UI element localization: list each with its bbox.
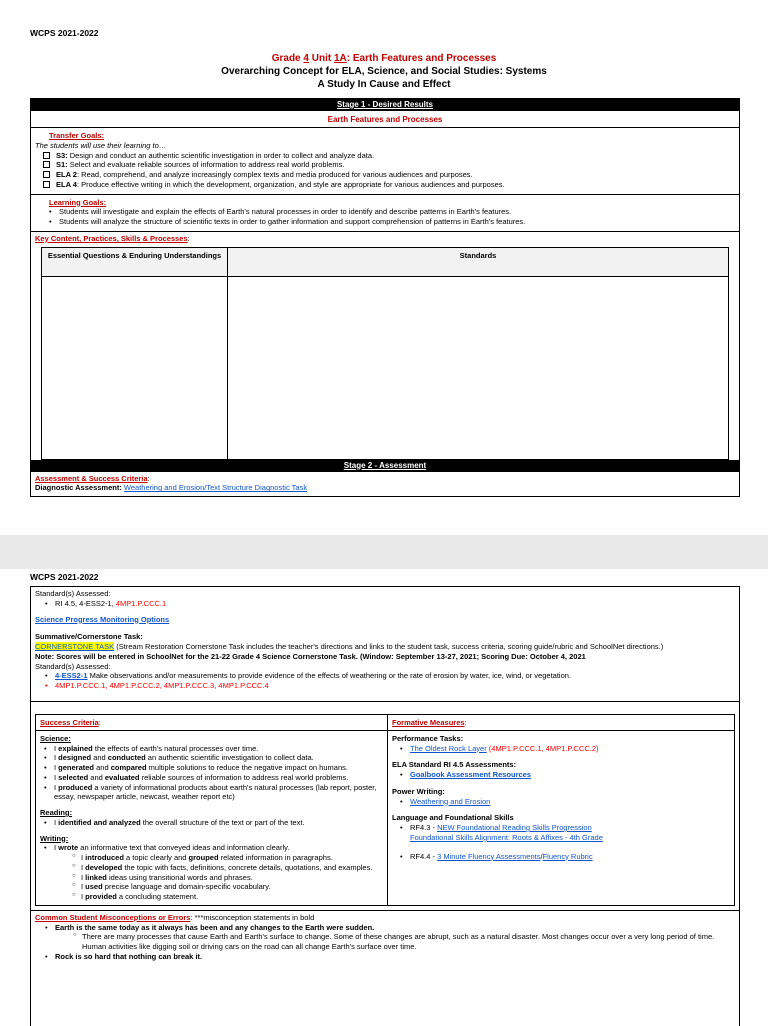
learning-goal-item: • Students will investigate and explain the effects of Earth's natural processes in order to identify and describe patterns in Earth's features. bbox=[49, 207, 735, 217]
standards-list-item: • RI 4.5, 4-ESS2-1, 4MP1.P.CCC.1 bbox=[45, 599, 735, 609]
essential-questions-header: Essential Questions & Enduring Understandings bbox=[42, 248, 227, 277]
success-criteria-column bbox=[36, 715, 388, 905]
note-text: Note: Scores will be entered in SchoolNet for the 21-22 Grade 4 Science Cornerstone Task. (Window: September 13-27, 2021; Scoring Due: October 4, 2021 bbox=[35, 651, 586, 661]
weathering-erosion-link[interactable]: Weathering and Erosion bbox=[410, 796, 491, 806]
standards-assessed-section bbox=[31, 587, 739, 701]
standards-column bbox=[228, 248, 728, 459]
misconceptions-label: Common Student Misconceptions or Errors bbox=[35, 912, 191, 922]
stage2-bar: Stage 2 - Assessment bbox=[31, 460, 739, 472]
assessment-label: Assessment & Success Criteria bbox=[35, 473, 148, 483]
standards-header: Standards bbox=[228, 248, 728, 277]
stage1-box bbox=[30, 98, 740, 497]
page-header: WCPS 2021-2022 bbox=[30, 28, 99, 38]
transfer-goal-item: ELA 2: Read, comprehend, and analyze increasingly complex texts and media produced for various audiences and purposes. bbox=[35, 170, 735, 180]
misconception-explanation: ○ There are many processes that cause Earth and Earth's surface to change. Some of these changes are abrupt, such as a natural disaster. Most changes occur over a very long period of time. Human activities like digging soil or driving cars on the road can all change Earth's surface over time. bbox=[73, 932, 735, 952]
transfer-goals bbox=[31, 128, 739, 195]
ela-ri-label: ELA Standard RI 4.5 Assessments: bbox=[392, 760, 517, 770]
transfer-goal-item: S1: Select and evaluate reliable sources of information to address real world problems. bbox=[35, 160, 735, 170]
checkbox-icon bbox=[43, 161, 50, 168]
stage1-bar: Stage 1 - Desired Results bbox=[31, 99, 739, 111]
standards-assessed-label: Standard(s) Assessed: bbox=[35, 661, 111, 671]
science-criterion: • I selected and evaluated reliable sources of information to address real world problems. bbox=[44, 773, 383, 783]
divider bbox=[31, 701, 739, 709]
transfer-goals-label: Transfer Goals: bbox=[49, 131, 105, 140]
writing-subcriterion: ○ I linked ideas using transitional words and phrases. bbox=[72, 873, 383, 883]
diagnostic-task-link[interactable]: Weathering and Erosion/Text Structure Diagnostic Task bbox=[123, 483, 308, 493]
science-criterion: • I designed and conducted an authentic scientific investigation to collect data. bbox=[44, 753, 383, 763]
language-skills-label: Language and Foundational Skills bbox=[392, 813, 514, 823]
page-2 bbox=[0, 569, 768, 1024]
formative-measures-body bbox=[388, 731, 734, 865]
performance-task-item: • The Oldest Rock Layer (4MP1.P.CCC.1, 4MP1.P.CCC.2) bbox=[400, 744, 730, 754]
formative-measures-column bbox=[388, 715, 734, 905]
cornerstone-task-link[interactable]: CORNERSTONE TASK bbox=[35, 642, 115, 651]
science-progress-link[interactable]: Science Progress Monitoring Options bbox=[35, 614, 170, 624]
checkbox-icon bbox=[43, 171, 50, 178]
learning-goals bbox=[31, 195, 739, 232]
power-writing-item bbox=[400, 797, 730, 807]
summative-label: Summative/Cornerstone Task: bbox=[35, 632, 143, 642]
performance-tasks-label: Performance Tasks: bbox=[392, 733, 464, 743]
key-content-label: Key Content, Practices, Skills & Processes bbox=[35, 233, 188, 243]
cornerstone-paragraph: CORNERSTONE TASK (Stream Restoration Cornerstone Task includes the teacher's directions and links to the student task, success criteria, scoring guide/rubric and SchoolNet directions.) bbox=[35, 642, 664, 651]
stage1-heading: Earth Features and Processes bbox=[31, 111, 739, 128]
ela-ri-item bbox=[400, 770, 730, 780]
science-criterion: • I generated and compared multiple solutions to reduce the negative impact on humans. bbox=[44, 763, 383, 773]
key-content-section: Key Content, Practices, Skills & Processes: bbox=[35, 233, 190, 243]
page-header: WCPS 2021-2022 bbox=[30, 572, 99, 582]
misconception-item: • Earth is the same today as it always has been and any changes to the Earth were sudden. ○ There are many processes that cause Earth and Earth's surface to change. Some of these changes are abrupt, such as a natural disaster. Most changes occur over a very long period of time. Human activities like digging soil or driving cars on the road can all change Earth's surface over time. bbox=[45, 923, 735, 952]
misconceptions-section: Common Student Misconceptions or Errors: ***misconception statements in bold • Earth is the same today as it always has been and any changes to the Earth were sudden. ○ There are many processes that cause Earth and Earth's surface to change. Some of these changes are abrupt, such as a natural disaster. Most changes occur over a very long period of time. Human activities like digging soil or driving cars on the road can all change Earth's surface over time. • Rock is so hard that nothing can break it. bbox=[31, 910, 739, 964]
learning-goal-item: • Students will analyze the structure of scientific texts in order to gather information and support comprehension of patterns in Earth's features. bbox=[49, 217, 735, 227]
checkbox-icon bbox=[43, 152, 50, 159]
transfer-goals-intro: The students will use their learning to… bbox=[35, 140, 167, 150]
roots-affixes-link[interactable]: Foundational Skills Alignment: Roots & Affixes - 4th Grade bbox=[410, 832, 603, 842]
writing-label: Writing: bbox=[40, 833, 69, 843]
success-criteria-body bbox=[36, 731, 387, 905]
power-writing-label: Power Writing: bbox=[392, 786, 445, 796]
formative-measures-header: Formative Measures: bbox=[388, 715, 734, 731]
unit-title: Grade 4 Unit 1A: Earth Features and Processes bbox=[271, 53, 497, 64]
transfer-goal-item: S3: Design and conduct an authentic scientific investigation in order to collect and analyze data. bbox=[35, 151, 735, 161]
rf43-item: • RF4.3 - NEW Foundational Reading Skills Progression Foundational Skills Alignment: Roots & Affixes - 4th Grade bbox=[400, 823, 730, 843]
essential-questions-column bbox=[42, 248, 228, 459]
diagnostic-label: Diagnostic Assessment: bbox=[35, 483, 124, 493]
stage2-box bbox=[30, 586, 740, 1026]
science-criterion: • I produced a variety of informational products about earth's natural processes (lab report, poster, essay, newspaper article, newcast, weather report etc) bbox=[44, 783, 383, 803]
goalbook-link[interactable]: Goalbook Assessment Resources bbox=[410, 770, 532, 779]
standards-list-item: • 4-ESS2-1 Make observations and/or measurements to provide evidence of the effects of weathering or the rate of erosion by water, ice, wind, or vegetation. bbox=[45, 671, 735, 681]
fluency-assessments-link[interactable]: 3 Minute Fluency Assessments bbox=[437, 851, 541, 861]
writing-subcriterion: ○ I provided a concluding statement. bbox=[72, 892, 383, 902]
writing-subcriterion: ○ I introduced a topic clearly and grouped related information in paragraphs. bbox=[72, 853, 383, 863]
transfer-goal-item: ELA 4: Produce effective writing in which the development, organization, and style are appropriate for various audiences and purposes. bbox=[35, 180, 735, 190]
reading-progression-link[interactable]: NEW Foundational Reading Skills Progression bbox=[437, 823, 592, 832]
reading-label: Reading: bbox=[40, 808, 73, 817]
learning-goals-label: Learning Goals: bbox=[49, 197, 107, 207]
fluency-rubric-link[interactable]: Fluency Rubric bbox=[542, 851, 593, 861]
standards-list-item: • 4MP1.P.CCC.1, 4MP1.P.CCC.2, 4MP1.P.CCC.3, 4MP1.P.CCC.4 bbox=[45, 681, 735, 691]
assessment-section: Assessment & Success Criteria: Diagnostic Assessment: Weathering and Erosion/Text Structure Diagnostic Task bbox=[35, 473, 308, 493]
page-gap bbox=[0, 535, 768, 569]
writing-subcriterion: ○ I developed the topic with facts, definitions, concrete details, quotations, and examples. bbox=[72, 863, 383, 873]
overarching-concept: Overarching Concept for ELA, Science, and Social Studies: Systems bbox=[221, 66, 547, 77]
misconception-item: • Rock is so hard that nothing can break it. bbox=[45, 952, 735, 962]
ess2-1-link[interactable]: 4-ESS2-1 bbox=[55, 671, 88, 681]
science-label: Science: bbox=[40, 733, 71, 743]
standards-assessed-label: Standard(s) Assessed: bbox=[35, 589, 111, 598]
science-criterion: • I explained the effects of earth's natural processes over time. bbox=[44, 744, 383, 754]
checkbox-icon bbox=[43, 181, 50, 188]
unit-title-block bbox=[0, 52, 768, 91]
reading-criterion: • I identified and analyzed the overall structure of the text or part of the text. bbox=[44, 818, 383, 828]
success-criteria-header: Success Criteria: bbox=[36, 715, 387, 731]
writing-subcriterion: ○ I used precise language and domain-specific vocabulary. bbox=[72, 882, 383, 892]
oldest-rock-layer-link[interactable]: The Oldest Rock Layer bbox=[410, 743, 487, 753]
study-subtitle: A Study In Cause and Effect bbox=[317, 79, 451, 90]
key-content-table bbox=[41, 247, 729, 460]
rf44-item: • RF4.4 - 3 Minute Fluency Assessments/Fluency Rubric bbox=[400, 852, 730, 862]
criteria-measures-table bbox=[35, 714, 735, 906]
writing-criterion: • I wrote an informative text that conveyed ideas and information clearly. ○ I introduced a topic clearly and grouped related information in paragraphs. ○ I developed the topic with facts, definitions, concrete details, quotations, and examples. ○ I linked ideas using transitional words and phrases. ○ I used precise language and domain-specific vocabulary. ○ I provided a concluding statement. bbox=[44, 843, 383, 902]
